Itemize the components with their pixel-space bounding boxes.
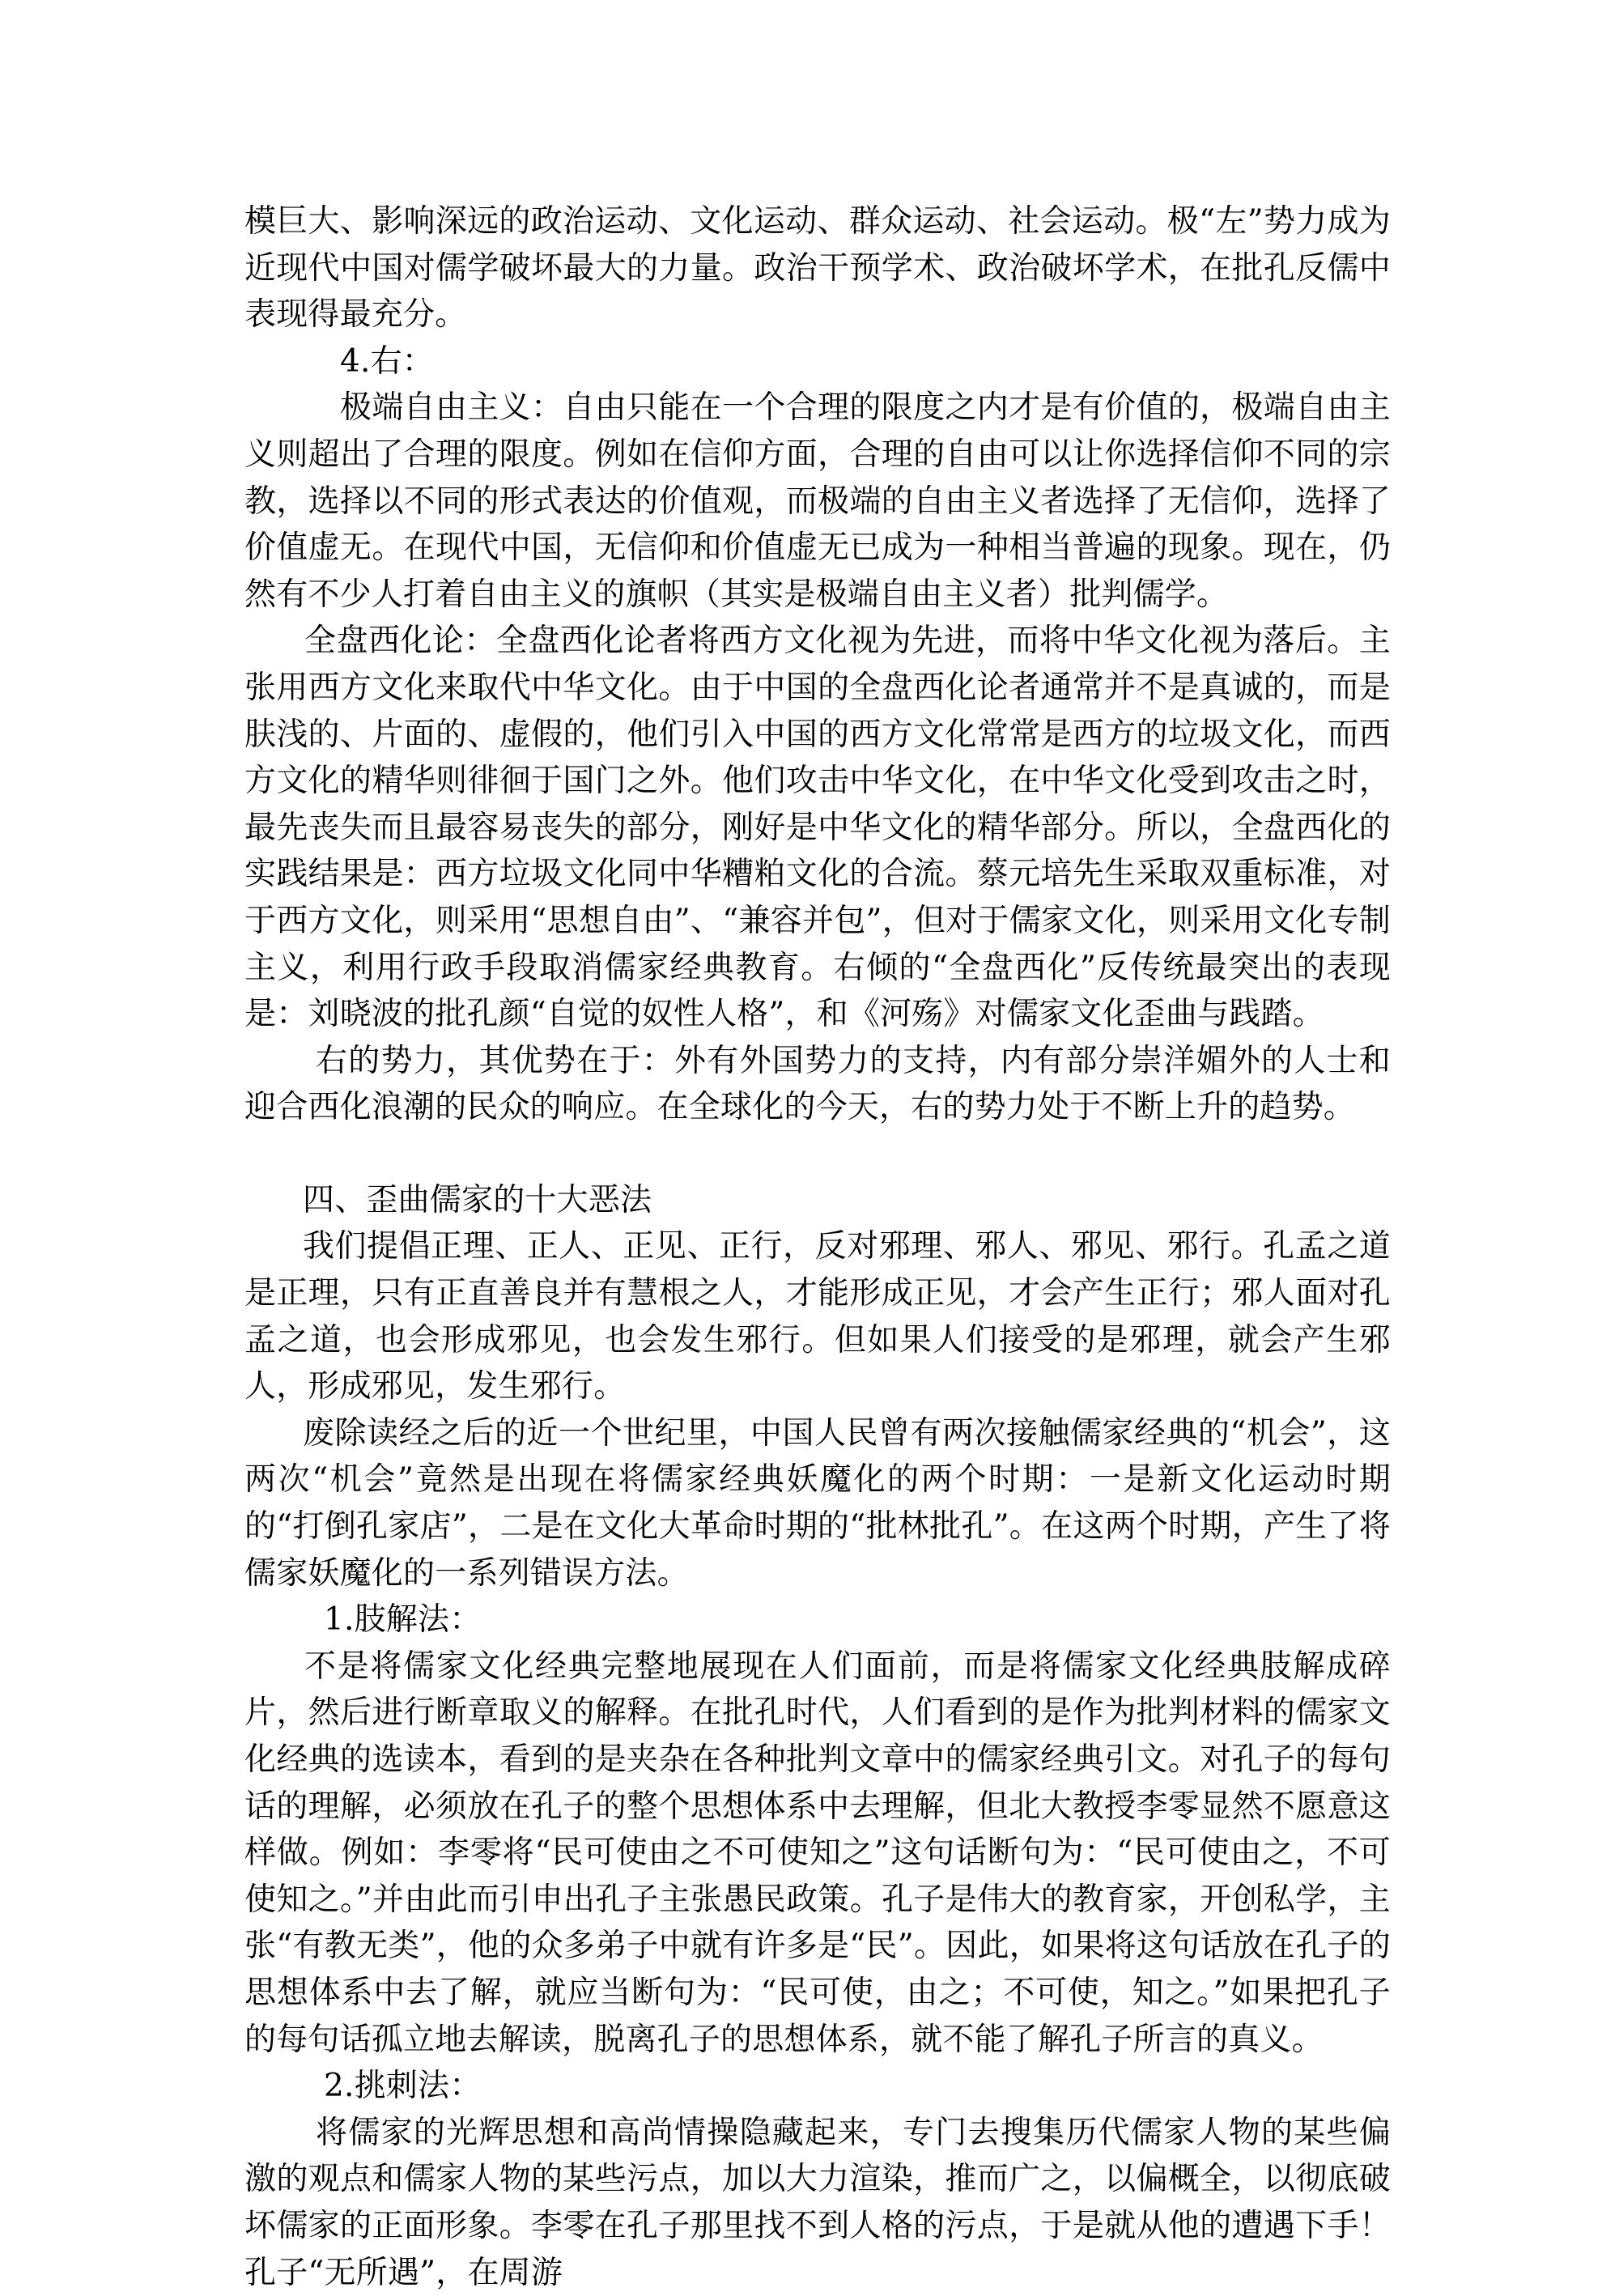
paragraph-advocate-right: 我们提倡正理、正人、正见、正行，反对邪理、邪人、邪见、邪行。孔孟之道是正理，只有正直善良并有慧根之人，才能形成正见，才会产生正行；邪人面对孔孟之道，也会形成邪见，也会发生邪行。但如果人们接受的是邪理，就会产生邪人，形成邪见，发生邪行。 xyxy=(244,1228,1391,1405)
heading-right-wing: 4.右： xyxy=(340,342,435,380)
paragraph-method-nitpick: 将儒家的光辉思想和高尚情操隐藏起来，专门去搜集历代儒家人物的某些偏激的观点和儒家人物的某些污点，加以大力渲染，推而广之，以偏概全，以彻底破坏儒家的正面形象。李零在孔子那里找不到人格的污点，于是就从他的遭遇下手！孔子“无所遇”，在周游 xyxy=(244,2114,1391,2291)
paragraph-abolish-classics: 废除读经之后的近一个世纪里，中国人民曾有两次接触儒家经典的“机会”，这两次“机会”竟然是出现在将儒家经典妖魔化的两个时期：一是新文化运动时期的“打倒孔家店”，二是在文化大革命时期的“批林批孔”。在这两个时期，产生了将儒家妖魔化的一系列错误方法。 xyxy=(244,1414,1391,1592)
paragraph-right-strength: 右的势力，其优势在于：外有外国势力的支持，内有部分崇洋媚外的人士和迎合西化浪潮的民众的响应。在全球化的今天，右的势力处于不断上升的趋势。 xyxy=(244,1042,1391,1126)
paragraph-total-westernization: 全盘西化论：全盘西化论者将西方文化视为先进，而将中华文化视为落后。主张用西方文化来取代中华文化。由于中国的全盘西化论者通常并不是真诚的，而是肤浅的、片面的、虚假的，他们引入中国的西方文化常常是西方的垃圾文化，而西方文化的精华则徘徊于国门之外。他们攻击中华文化，在中华文化受到攻击之时，最先丧失而且最容易丧失的部分，刚好是中华文化的精华部分。所以，全盘西化的实践结果是：西方垃圾文化同中华糟粕文化的合流。蔡元培先生采取双重标准，对于西方文化，则采用“思想自由”、“兼容并包”，但对于儒家文化，则采用文化专制主义，利用行政手段取消儒家经典教育。右倾的“全盘西化”反传统最突出的表现是：刘晓波的批孔颜“自觉的奴性人格”，和《河殇》对儒家文化歪曲与践踏。 xyxy=(244,623,1391,1033)
heading-method-nitpick: 2.挑刺法： xyxy=(324,2068,482,2105)
section-heading-four: 四、歪曲儒家的十大恶法 xyxy=(303,1181,652,1218)
heading-method-dismember: 1.肢解法： xyxy=(324,1601,482,1639)
paragraph-leftist-continuation: 模巨大、影响深远的政治运动、文化运动、群众运动、社会运动。极“左”势力成为近现代中国对儒学破坏最大的力量。政治干预学术、政治破坏学术，在批孔反儒中表现得最充分。 xyxy=(244,203,1391,334)
paragraph-extreme-liberalism: 极端自由主义：自由只能在一个合理的限度之内才是有价值的，极端自由主义则超出了合理的限度。例如在信仰方面，合理的自由可以让你选择信仰不同的宗教，选择以不同的形式表达的价值观，而极端的自由主义者选择了无信仰，选择了价值虚无。在现代中国，无信仰和价值虚无已成为一种相当普遍的现象。现在，仍然有不少人打着自由主义的旗帜（其实是极端自由主义者）批判儒学。 xyxy=(244,389,1391,613)
document-page xyxy=(244,198,1391,2296)
paragraph-gap xyxy=(244,1131,1391,1177)
paragraph-method-dismember: 不是将儒家文化经典完整地展现在人们面前，而是将儒家文化经典肢解成碎片，然后进行断章取义的解释。在批孔时代，人们看到的是作为批判材料的儒家文化经典的选读本，看到的是夹杂在各种批判文章中的儒家经典引文。对孔子的每句话的理解，必须放在孔子的整个思想体系中去理解，但北大教授李零显然不愿意这样做。例如：李零将“民可使由之不可使知之”这句话断句为：“民可使由之，不可使知之。”并由此而引申出孔子主张愚民政策。孔子是伟大的教育家，开创私学，主张“有教无类”，他的众多弟子中就有许多是“民”。因此，如果将这句话放在孔子的思想体系中去了解，就应当断句为：“民可使，由之；不可使，知之。”如果把孔子的每句话孤立地去解读，脱离孔子的思想体系，就不能了解孔子所言的真义。 xyxy=(244,1648,1391,2058)
